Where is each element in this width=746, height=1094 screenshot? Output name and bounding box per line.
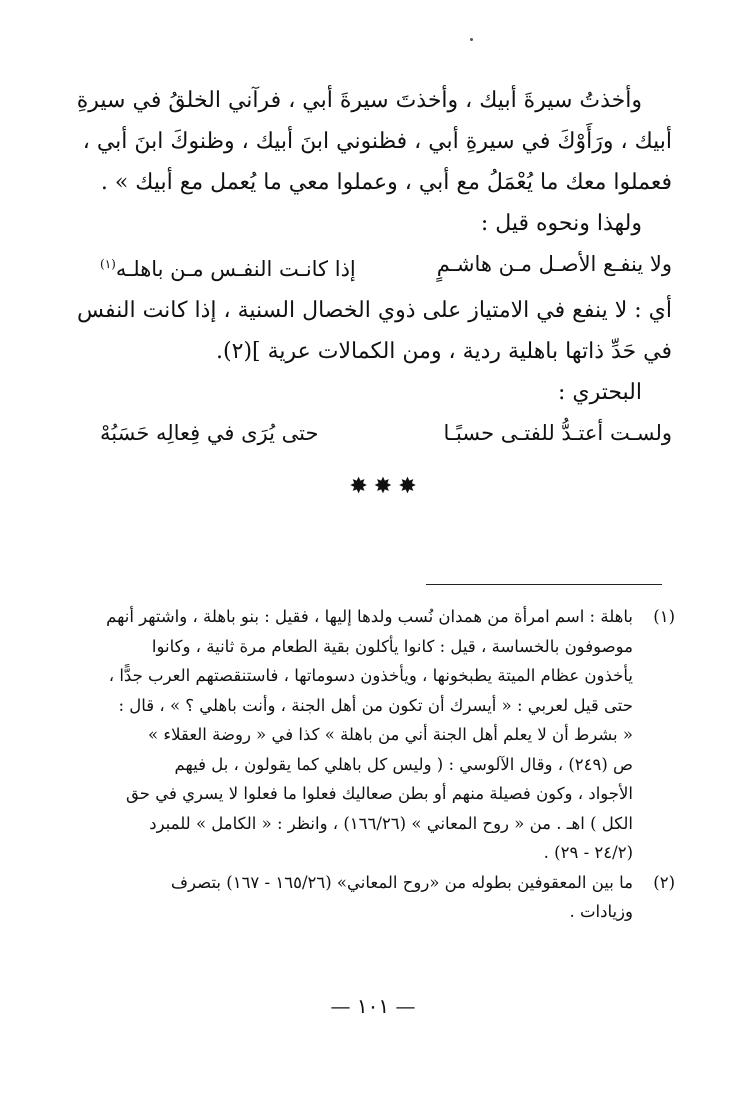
footnote-1 xyxy=(100,602,675,868)
footnote-line: الأجواد ، وكون فصيلة منهم أو بطن صعاليك فعلوا ما فعلوا لا يسري في حق xyxy=(126,784,633,803)
poet-name: البحتري : xyxy=(557,380,642,405)
paragraph-2 xyxy=(76,290,672,372)
footnote-ref-1: (١) xyxy=(100,257,116,271)
footnote-line: (٢٤/٢ - ٢٩) . xyxy=(543,843,633,862)
intro-line: ولهذا ونحوه قيل : xyxy=(480,211,642,236)
verse-2-right-hemistich: ولسـت أعتـدُّ للفتـى حسبًـا xyxy=(443,421,672,445)
text-line: أي : لا ينفع في الامتياز على ذوي الخصال السنية ، إذا كانت النفس xyxy=(76,298,672,323)
main-text xyxy=(76,80,672,507)
footnote-line: يأخذون عظام الميتة يطبخونها ، ويأخذون دسوماتها ، فاستنقصتهم العرب جدًّا ، xyxy=(108,666,633,685)
text-line: وأخذتُ سيرةَ أبيك ، وأخذتَ سيرةَ أبي ، فرآني الخلقُ في سيرةِ xyxy=(76,88,642,113)
footnote-text xyxy=(100,602,633,868)
footnote-line: وزيادات . xyxy=(569,902,633,921)
footnote-line: الكل ) اهـ . من « روح المعاني » (١٦٦/٢٦) ، وانظر : « الكامل » للمبرد xyxy=(149,813,633,833)
text-line: في حَدِّ ذاتها باهلية ردية ، ومن الكمالات عرية ](٢). xyxy=(216,339,672,364)
verse-1-left-hemistich xyxy=(100,244,356,290)
footnote-line: موصوفون بالخساسة ، قيل : كانوا يأكلون بقية الطعام مرة ثانية ، وكانوا xyxy=(151,636,633,656)
text-line: فعملوا معك ما يُعْمَلُ مع أبي ، وعملوا معي ما يُعمل مع أبيك » . xyxy=(100,170,672,195)
paragraph-1 xyxy=(76,80,672,203)
section-ornament: ✸✸✸ xyxy=(349,474,423,499)
footnote-line: باهلة : اسم امرأة من همدان نُسب ولدها إليها ، فقيل : بنو باهلة ، واشتهر أنهم xyxy=(106,607,633,626)
footnote-2 xyxy=(100,868,675,927)
page-number: — ١٠١ — xyxy=(330,994,416,1018)
footnote-line: ما بين المعقوفين بطوله من «روح المعاني» (١٦٥/٢٦ - ١٦٧) بتصرف xyxy=(170,872,633,892)
footnote-line: ص (٢٤٩) ، وقال الآلوسي : ( وليس كل باهلي كما يقولون ، بل فيهم xyxy=(174,754,633,774)
verse-2-left-hemistich: حتى يُرَى في فِعالِه حَسَبُهْ xyxy=(100,421,319,445)
verse-1-left-text: إذا كانـت النفـس مـن باهلـه xyxy=(115,257,356,281)
verse-1-right-hemistich: ولا ينفـع الأصـل مـن هاشـمٍ xyxy=(436,252,672,276)
footnote-number: (٢) xyxy=(653,872,675,892)
footnote-divider xyxy=(426,584,662,585)
footnotes xyxy=(100,602,675,927)
footnote-line: « بشرط أن لا يعلم أهل الجنة أني من باهلة » كذا في « روضة العقلاء » xyxy=(148,725,633,744)
footnote-text xyxy=(100,868,633,927)
text-line: أبيك ، ورَأَوْكَ في سيرةِ أبي ، فظنوني ابنَ أبيك ، وظنوكَ ابنَ أبي ، xyxy=(82,129,672,154)
footnote-number: (١) xyxy=(653,607,675,626)
footnote-line: حتى قيل لعربي : « أيسرك أن تكون من أهل الجنة ، وأنت باهلي ؟ » ، قال : xyxy=(118,695,633,715)
verse-1 xyxy=(100,244,672,290)
page-dot xyxy=(470,38,473,41)
verse-2 xyxy=(100,413,672,454)
